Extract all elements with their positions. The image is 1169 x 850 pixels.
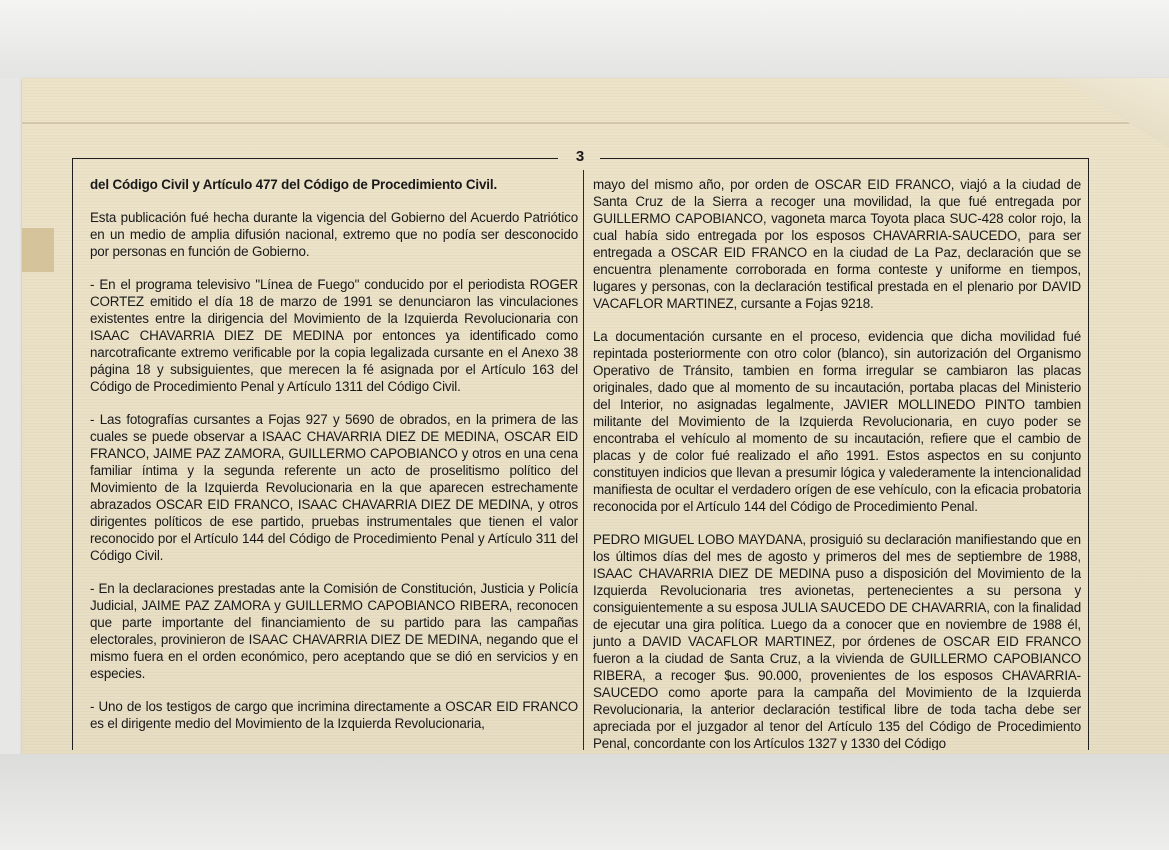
paragraph: - Las fotografías cursantes a Fojas 927 y 5690 de obrados, en la primera de las cuales se puede observar a ISAAC CHAVARRIA DIEZ DE MEDINA, OSCAR EID FRANCO, JAIME PAZ ZAMORA, GUILLERMO CAPOBIANCO y otros en una cena familiar íntima y la segunda referente un acto de proselitismo político del Movimiento de la Izquierda Revolucionaria en la que aparecen estrechamente abrazados OSCAR EID FRANCO, ISAAC CHAVARRIA DIEZ DE MEDINA, y otros dirigentes políticos de ese partido, pruebas instrumentales que tienen el valor reconocido por el Artículo 144 del Código de Procedimiento Penal y Artículo 311 del Código Civil. (90, 412, 578, 563)
right-column (593, 176, 1081, 750)
left-column (90, 176, 578, 750)
page-number: 3 (575, 148, 585, 165)
scanner-background-bottom (0, 754, 1169, 850)
top-rule-left (72, 158, 558, 159)
paragraph: Esta publicación fué hecha durante la vigencia del Gobierno del Acuerdo Patriótico en un medio de amplia difusión nacional, extremo que no podía ser desconocido por personas en función de Gobierno. (90, 210, 578, 259)
tape-strip (22, 228, 54, 272)
paragraph: La documentación cursante en el proceso, evidencia que dicha movilidad fué repintada posteriormente con otro color (blanco), sin autorización del Organismo Operativo de Tránsito, tambien en forma irregular se cambiaron las placas originales, dado que al momento de su incautación, portaba placas del Ministerio del Interior, no asignadas legalmente, JAVIER MOLLINEDO PINTO tambien militante del Movimiento de la Izquierda Revolucionaria, en cuyo poder se encontraba el vehículo al momento de su incautación, refiere que el cambio de placas y de color fué realizado el año 1991. Estos aspectos en su conjunto constituyen indicios que llevan a presumir lógica y valederamente la intencionalidad manifiesta de ocultar el verdadero orígen de ese vehículo, con la eficacia probatoria reconocida por el Artículo 144 del Código de Procedimiento Penal. (593, 329, 1081, 514)
paragraph: PEDRO MIGUEL LOBO MAYDANA, prosiguió su declaración manifiestando que en los últimos días del mes de agosto y primeros del mes de septiembre de 1988, ISAAC CHAVARRIA DIEZ DE MEDINA puso a disposición del Movimiento de la Izquierda Revolucionaria tres avionetas, pertenecientes a su persona y consiguientemente a su esposa JULIA SAUCEDO DE CHAVARRIA, con la finalidad de ejecutar una gira política. Luego da a conocer que en noviembre de 1988 él, junto a DAVID VACAFLOR MARTINEZ, por órdenes de OSCAR EID FRANCO fueron a la ciudad de Santa Cruz, a la vivienda de GUILLERMO CAPOBIANCO RIBERA, a recoger $us. 90.000, provenientes de los esposos CHAVARRIA-SAUCEDO como aporte para la campaña del Movimiento de la Izquierda Revolucionaria, la anterior declaración testifical libre de toda tacha debe ser apreciada por el juzgador al tenor del Artículo 135 del Código de Procedimiento Penal, concordante con los Artículos 1327 y 1330 del Código (593, 532, 1081, 750)
top-rule-right (600, 158, 1088, 159)
scanner-background (0, 0, 1169, 78)
folded-corner (1009, 78, 1169, 148)
paragraph: mayo del mismo año, por orden de OSCAR EID FRANCO, viajó a la ciudad de Santa Cruz de la Sierra a recoger una movilidad, la que fué entregada por GUILLERMO CAPOBIANCO, vagoneta marca Toyota placa SUC-428 color rojo, la cual había sido entregada por los esposos CHAVARRIA-SAUCEDO, para ser entregada a OSCAR EID FRANCO en la ciudad de La Paz, declaración que se encuentra plenamente corroborada en forma conteste y uniforme en tiempos, lugares y personas, con la declaración testifical prestada en el plenario por DAVID VACAFLOR MARTINEZ, cursante a Fojas 9218. (593, 177, 1081, 311)
paragraph: del Código Civil y Artículo 477 del Código de Procedimiento Civil. (90, 177, 498, 192)
fold-line (22, 122, 1169, 124)
paragraph: - Uno de los testigos de cargo que incrimina directamente a OSCAR EID FRANCO es el dirigente medio del Movimiento de la Izquierda Revolucionaria, (90, 699, 578, 731)
paragraph: - En la declaraciones prestadas ante la Comisión de Constitución, Justicia y Policía Judicial, JAIME PAZ ZAMORA y GUILLERMO CAPOBIANCO RIBERA, reconocen que parte importante del financiamiento de su partido para las campañas electorales, provinieron de ISAAC CHAVARRIA DIEZ DE MEDINA, negando que el mismo fuera en el orden económico, pero aceptando que se dió en servicios y en especies. (90, 581, 578, 681)
paragraph: - En el programa televisivo "Línea de Fuego" conducido por el periodista ROGER CORTEZ emitido el día 18 de marzo de 1991 se denunciaron las vinculaciones existentes entre la dirigencia del Movimiento de la Izquierda Revolucionaria con ISAAC CHAVARRIA DIEZ DE MEDINA por entonces ya identificado como narcotraficante extremo verificable por la copia legalizada cursante en el Anexo 38 página 18 y subsiguientes, que merecen la fé asignada por el Artículo 163 del Código de Procedimiento Penal y Artículo 1311 del Código Civil. (90, 277, 578, 394)
column-divider (583, 170, 584, 750)
